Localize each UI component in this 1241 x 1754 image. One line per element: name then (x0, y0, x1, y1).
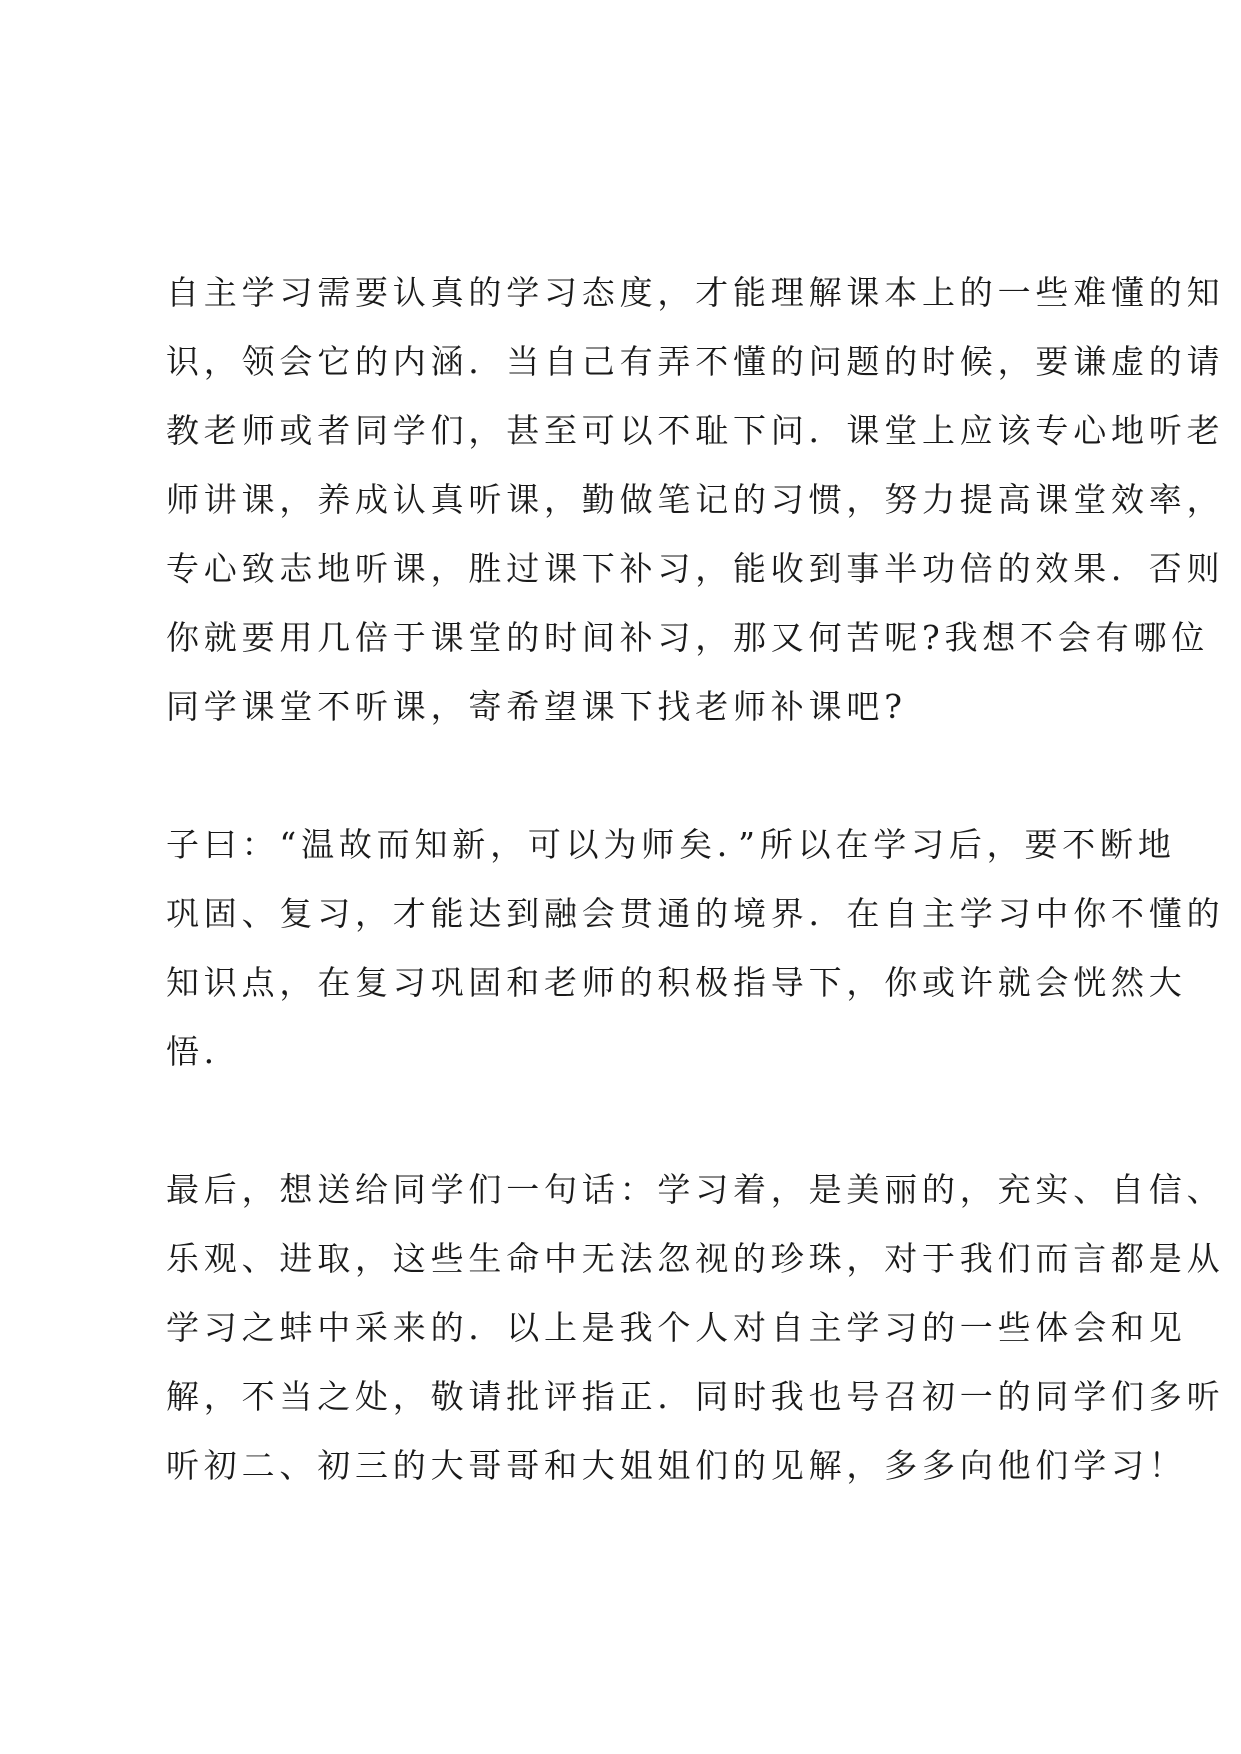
text-line: 专心致志地听课，胜过课下补习，能收到事半功倍的效果．否则 (166, 549, 1225, 588)
text-line: 师讲课，养成认真听课，勤做笔记的习惯，努力提高课堂效率， (166, 480, 1225, 519)
text-line: 同学课堂不听课，寄希望课下找老师补课吧? (166, 687, 907, 726)
text-line: 知识点，在复习巩固和老师的积极指导下，你或许就会恍然大 (166, 963, 1187, 1002)
paragraph-confucius-quote (166, 810, 1225, 1086)
text-line: 解，不当之处，敬请批评指正．同时我也号召初一的同学们多听 (166, 1377, 1225, 1416)
paragraph-self-study (166, 258, 1225, 741)
document-body (166, 258, 1225, 1500)
text-line: 听初二、初三的大哥哥和大姐姐们的见解，多多向他们学习！ (166, 1446, 1187, 1485)
text-line: 子曰：“温故而知新，可以为师矣．”所以在学习后，要不断地 (166, 825, 1176, 864)
text-line: 最后，想送给同学们一句话：学习着，是美丽的，充实、自信、 (166, 1170, 1225, 1209)
text-line: 巩固、复习，才能达到融会贯通的境界．在自主学习中你不懂的 (166, 894, 1225, 933)
text-line: 学习之蚌中采来的．以上是我个人对自主学习的一些体会和见 (166, 1308, 1187, 1347)
text-line: 悟． (166, 1032, 242, 1071)
paragraph-spacer (166, 1086, 1096, 1155)
text-line: 识，领会它的内涵．当自己有弄不懂的问题的时候，要谦虚的请 (166, 342, 1225, 381)
paragraph-spacer (166, 741, 1096, 810)
paragraph-closing (166, 1155, 1225, 1500)
text-line: 乐观、进取，这些生命中无法忽视的珍珠，对于我们而言都是从 (166, 1239, 1225, 1278)
text-line: 自主学习需要认真的学习态度，才能理解课本上的一些难懂的知 (166, 273, 1225, 312)
text-line: 教老师或者同学们，甚至可以不耻下问．课堂上应该专心地听老 (166, 411, 1225, 450)
text-line: 你就要用几倍于课堂的时间补习，那又何苦呢?我想不会有哪位 (166, 618, 1210, 657)
